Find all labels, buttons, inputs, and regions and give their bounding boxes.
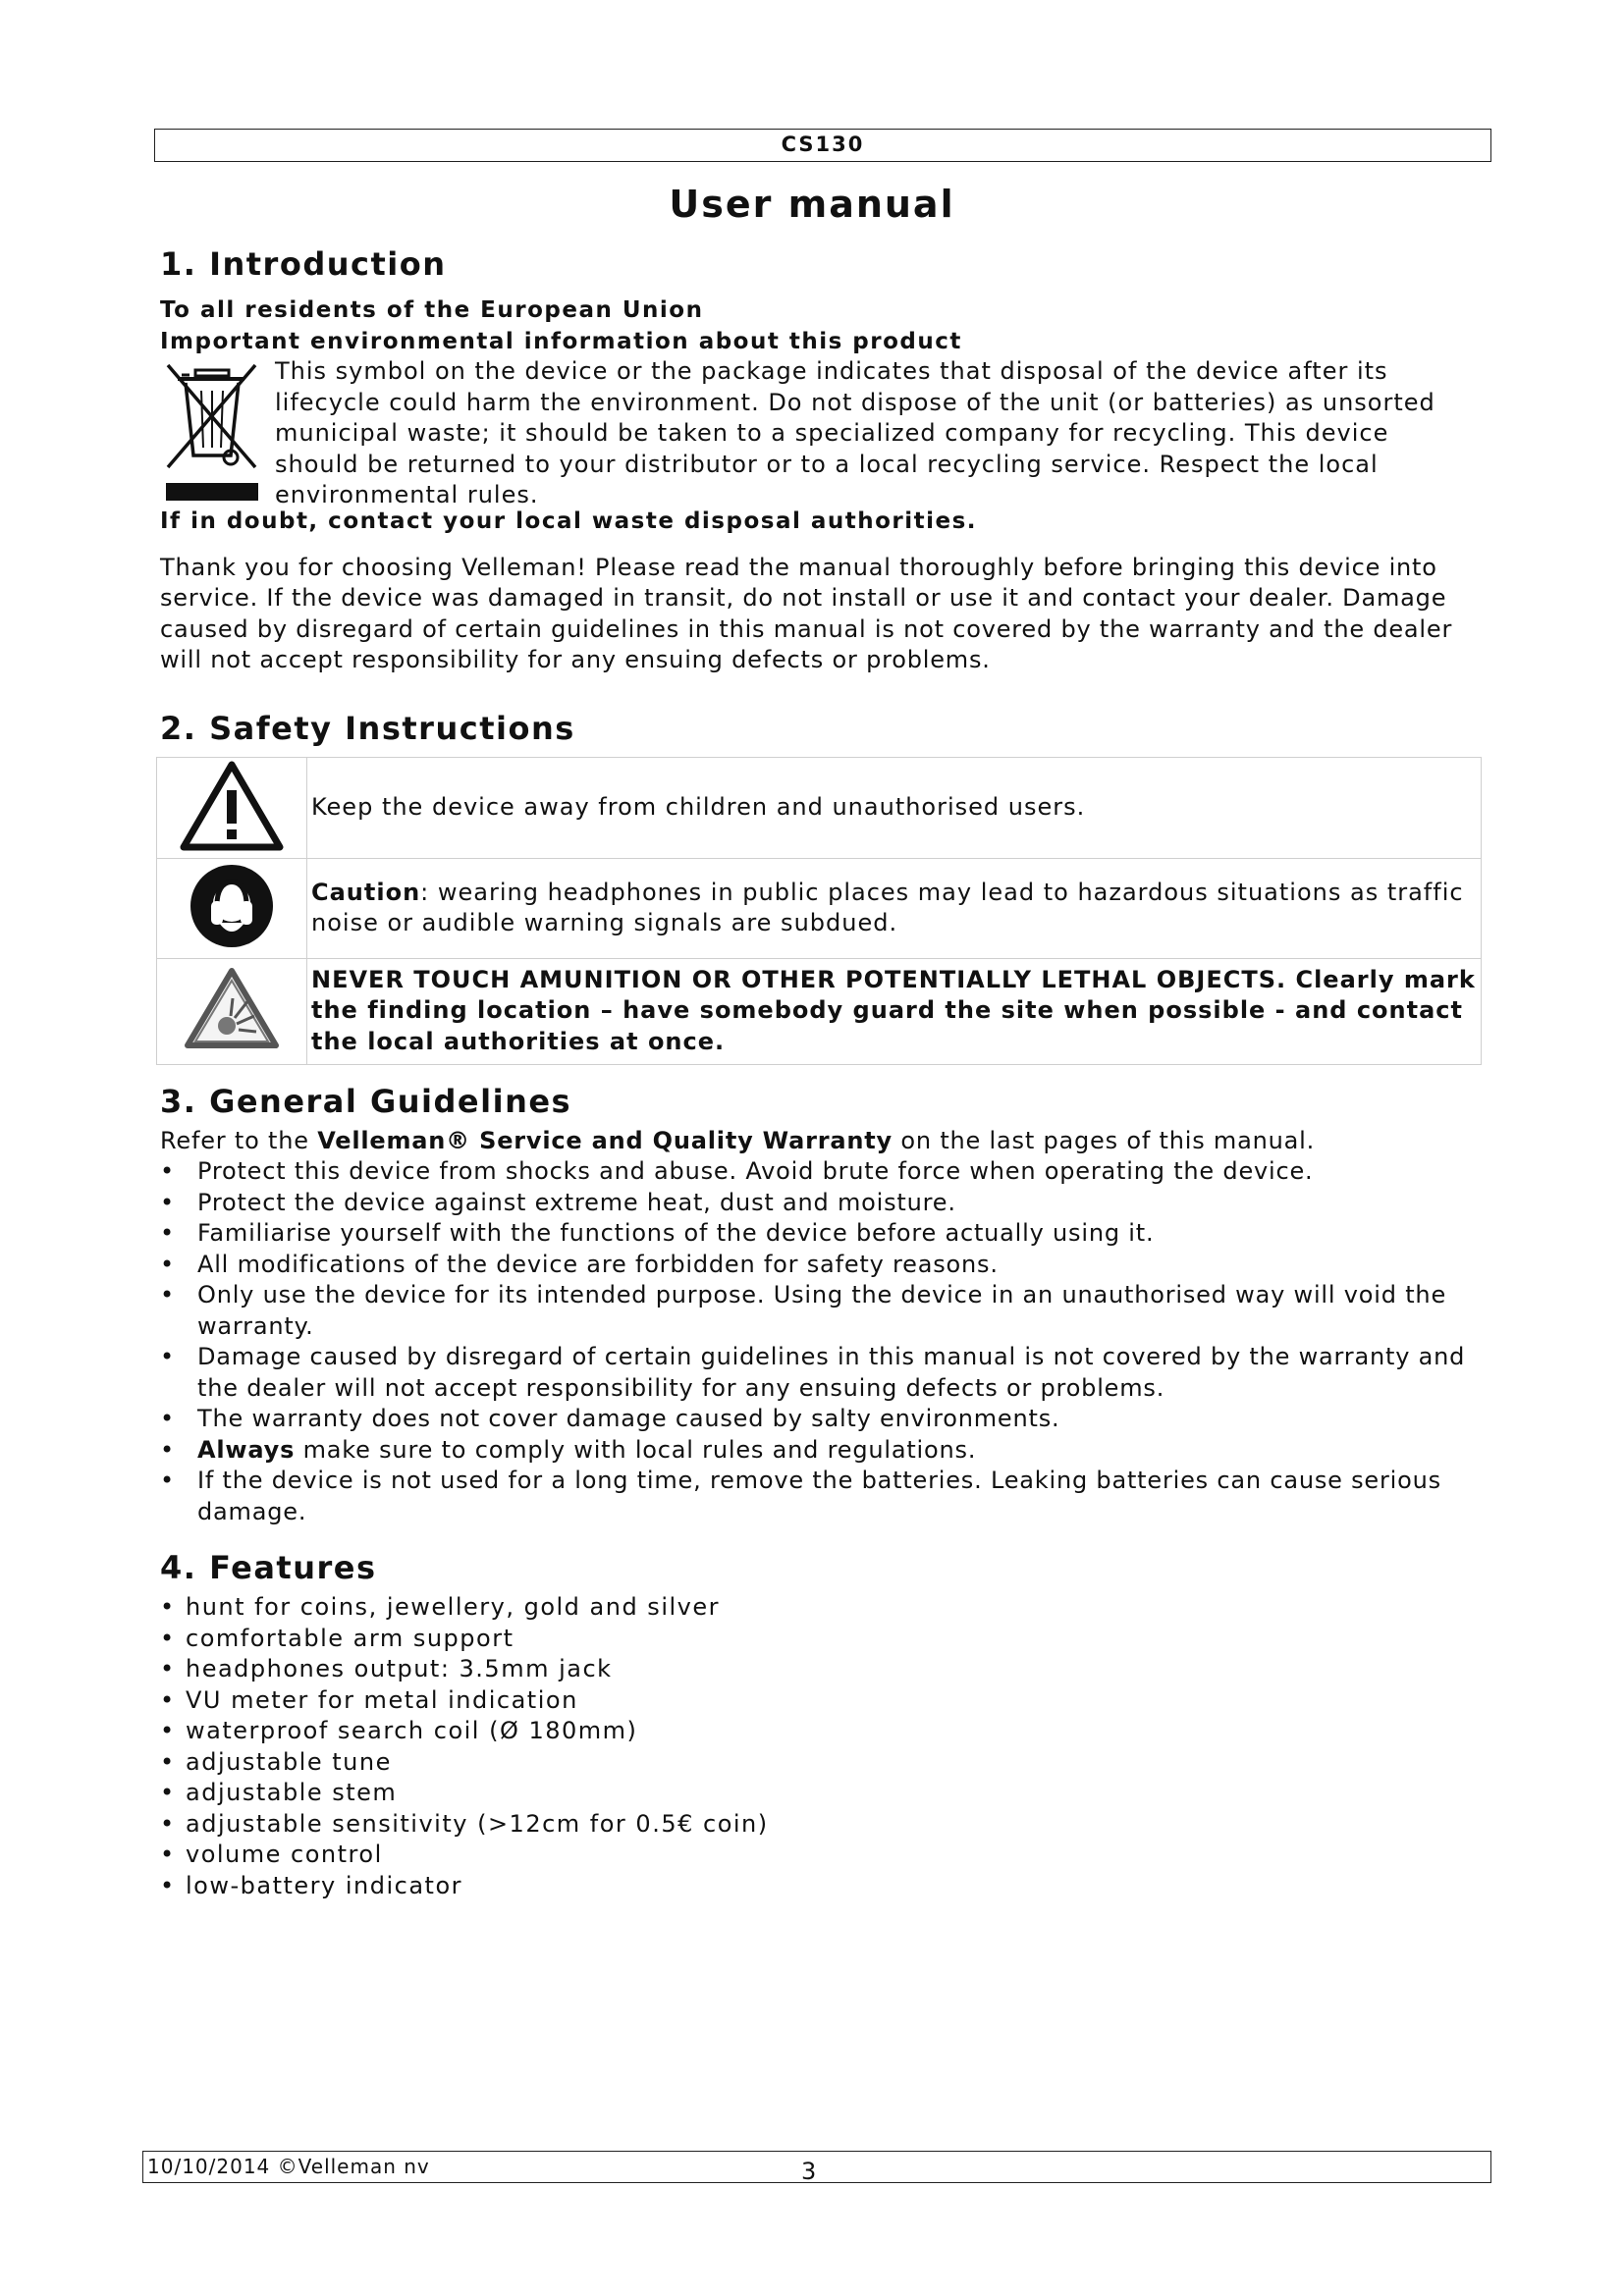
list-item: • Protect this device from shocks and abuse. Avoid brute force when operating the device. [160, 1156, 1476, 1188]
list-item: • adjustable sensitivity (>12cm for 0.5€ coin) [160, 1809, 1476, 1841]
intro-doubt-note: If in doubt, contact your local waste disposal authorities. [160, 507, 978, 534]
safety-text-ammunition: NEVER TOUCH AMUNITION OR OTHER POTENTIALLY LETHAL OBJECTS. Clearly mark the finding location – have somebody guard the site when possible - and contact the local authorities at once. [307, 958, 1482, 1064]
list-item: • adjustable stem [160, 1778, 1476, 1809]
weee-description: This symbol on the device or the package indicates that disposal of the device after its lifecycle could harm the environment. Do not dispose of the unit (or batteries) as unsorted municipal waste; it should be taken to a specialized company for recycling. This device should be returned to your distributor or to a local recycling service. Respect the local environmental rules. [275, 357, 1435, 508]
header-model-box [154, 129, 1491, 162]
safety-text-children: Keep the device away from children and unauthorised users. [307, 757, 1482, 858]
list-item: • Damage caused by disregard of certain guidelines in this manual is not covered by the warranty and the dealer will not accept responsibility for any ensuing defects or problems. [160, 1342, 1476, 1404]
list-item: • hunt for coins, jewellery, gold and silver [160, 1592, 1476, 1624]
caution-label: Caution [311, 878, 421, 906]
intro-subheading-env: Important environmental information about this product [160, 329, 962, 354]
ear-protection-icon [188, 862, 276, 950]
list-item: • headphones output: 3.5mm jack [160, 1654, 1476, 1685]
guidelines-list [160, 1156, 1476, 1527]
safety-text-headphones [307, 858, 1482, 958]
refer-prefix: Refer to the [160, 1126, 318, 1154]
list-item: • adjustable tune [160, 1747, 1476, 1779]
model-number: CS130 [781, 133, 865, 156]
document-body [160, 245, 1476, 1901]
list-item: • All modifications of the device are forbidden for safety reasons. [160, 1250, 1476, 1281]
intro-subheading-eu: To all residents of the European Union [160, 297, 704, 323]
list-item: • Familiarise yourself with the functions of the device before actually using it. [160, 1218, 1476, 1250]
warning-triangle-icon [178, 759, 286, 853]
footer-box [142, 2151, 1491, 2183]
features-heading: 4. Features [160, 1549, 377, 1586]
page-number: 3 [801, 2158, 817, 2185]
list-item: • comfortable arm support [160, 1624, 1476, 1655]
intro-heading: 1. Introduction [160, 245, 447, 283]
guidelines-refer-line [160, 1126, 1476, 1157]
warranty-reference: Velleman® Service and Quality Warranty [317, 1126, 893, 1154]
features-list [160, 1592, 1476, 1901]
safety-row [157, 958, 1482, 1064]
safety-row [157, 757, 1482, 858]
always-bold: Always [197, 1435, 296, 1464]
page-title: User manual [669, 183, 955, 226]
intro-thanks-paragraph: Thank you for choosing Velleman! Please read the manual thoroughly before bringing this device into service. If the device was damaged in transit, do not install or use it and contact your dealer. Damage caused by disregard of certain guidelines in this manual is not covered by the warranty and the dealer will not accept responsibility for any ensuing defects or problems. [160, 553, 1453, 673]
safety-heading: 2. Safety Instructions [160, 709, 575, 747]
safety-icon-cell [157, 958, 307, 1064]
list-item: • low-battery indicator [160, 1871, 1476, 1902]
refer-suffix: on the last pages of this manual. [892, 1126, 1316, 1154]
caution-text: : wearing headphones in public places may lead to hazardous situations as traffic noise or audible warning signals are subdued. [311, 878, 1464, 936]
safety-table [156, 757, 1482, 1065]
safety-icon-cell [157, 858, 307, 958]
list-item: • If the device is not used for a long time, remove the batteries. Leaking batteries can cause serious damage. [160, 1466, 1476, 1527]
safety-row [157, 858, 1482, 958]
list-item: • volume control [160, 1840, 1476, 1871]
list-item: • waterproof search coil (Ø 180mm) [160, 1716, 1476, 1747]
safety-icon-cell [157, 757, 307, 858]
weee-block [160, 357, 1476, 511]
list-item [160, 1435, 1476, 1467]
explosive-hazard-icon [184, 967, 280, 1051]
guidelines-heading: 3. General Guidelines [160, 1082, 572, 1120]
list-item: • Protect the device against extreme heat, dust and moisture. [160, 1188, 1476, 1219]
list-item: • Only use the device for its intended purpose. Using the device in an unauthorised way will void the warranty. [160, 1280, 1476, 1342]
crossed-bin-icon [160, 357, 263, 505]
footer-date-copyright: 10/10/2014 ©Velleman nv [147, 2155, 430, 2178]
always-text: make sure to comply with local rules and regulations. [295, 1435, 977, 1464]
list-item: • The warranty does not cover damage caused by salty environments. [160, 1404, 1476, 1435]
list-item: • VU meter for metal indication [160, 1685, 1476, 1717]
